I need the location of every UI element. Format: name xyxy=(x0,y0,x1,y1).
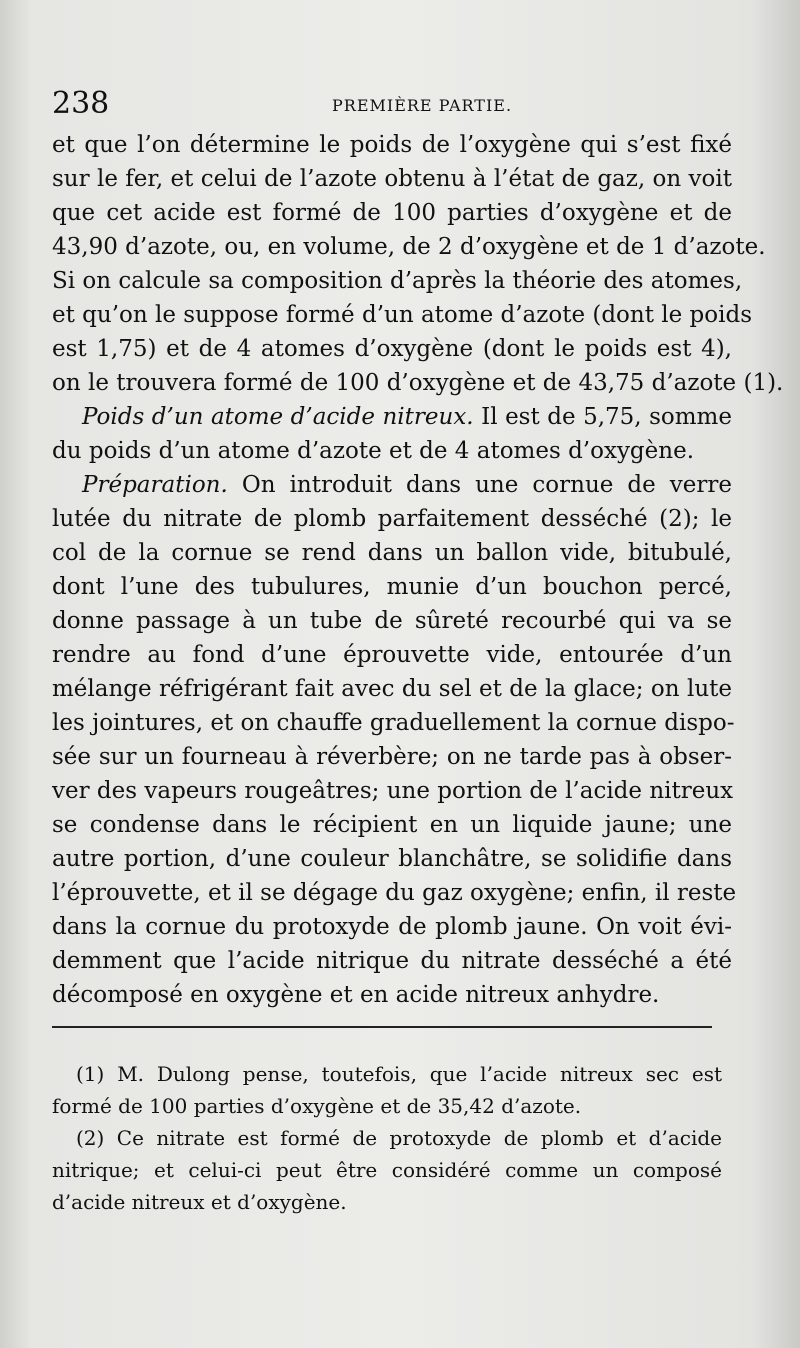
paragraph-preparation xyxy=(52,468,732,502)
text-line: ver des vapeurs rougeâtres; une portion de l’acide nitreux xyxy=(52,778,734,804)
heading-preparation: Préparation. xyxy=(82,472,228,498)
heading-poids: Poids d’un atome d’acide nitreux. xyxy=(82,404,474,430)
footnote-line: (2) Ce nitrate est formé de protoxyde de plomb et d’acide xyxy=(76,1126,722,1150)
footnote-line: d’acide nitreux et d’oxygène. xyxy=(52,1190,347,1214)
text-line: rendre au fond d’une éprouvette vide, entourée d’un xyxy=(52,642,732,668)
text-line: donne passage à un tube de sûreté recourbé qui va se xyxy=(52,608,732,634)
text-fragment: On introduit dans une cornue de verre xyxy=(241,472,733,498)
text-line: et qu’on le suppose formé d’un atome d’azote (dont le poids xyxy=(52,302,753,328)
text-line: décomposé en oxygène et en acide nitreux anhydre. xyxy=(52,982,660,1008)
text-line: du poids d’un atome d’azote et de 4 atomes d’oxygène. xyxy=(52,438,695,464)
running-head: PREMIÈRE PARTIE. xyxy=(332,96,513,115)
text-line: est 1,75) et de 4 atomes d’oxygène (dont le poids est 4), xyxy=(52,336,732,362)
page-header xyxy=(52,88,752,120)
footnotes xyxy=(52,1058,722,1218)
footnote-rule xyxy=(52,1026,712,1028)
text-line: on le trouvera formé de 100 d’oxygène et de 43,75 d’azote (1). xyxy=(52,370,784,396)
text-line: demment que l’acide nitrique du nitrate desséché a été xyxy=(52,948,732,974)
text-line: mélange réfrigérant fait avec du sel et de la glace; on lute xyxy=(52,676,732,702)
text-line: autre portion, d’une couleur blanchâtre, se solidifie dans xyxy=(52,846,732,872)
footnote-line: (1) M. Dulong pense, toutefois, que l’acide nitreux sec est xyxy=(76,1062,722,1086)
paragraph-poids xyxy=(52,400,732,434)
text-line: sur le fer, et celui de l’azote obtenu à l’état de gaz, on voit xyxy=(52,166,732,192)
text-line: col de la cornue se rend dans un ballon vide, bitubulé, xyxy=(52,540,732,566)
text-line: dans la cornue du protoxyde de plomb jaune. On voit évi- xyxy=(52,914,732,940)
footnote-line: formé de 100 parties d’oxygène et de 35,42 d’azote. xyxy=(52,1094,582,1118)
text-line: 43,90 d’azote, ou, en volume, de 2 d’oxygène et de 1 d’azote. xyxy=(52,234,766,260)
text-line: que cet acide est formé de 100 parties d’oxygène et de xyxy=(52,200,732,226)
text-line: les jointures, et on chauffe graduellement la cornue dispo- xyxy=(52,710,735,736)
text-line: sée sur un fourneau à réverbère; on ne tarde pas à obser- xyxy=(52,744,732,770)
text-line: lutée du nitrate de plomb parfaitement desséché (2); le xyxy=(52,506,732,532)
text-line: dont l’une des tubulures, munie d’un bouchon percé, xyxy=(52,574,732,600)
text-line: Si on calcule sa composition d’après la théorie des atomes, xyxy=(52,268,743,294)
text-line: se condense dans le récipient en un liquide jaune; une xyxy=(52,812,732,838)
text-fragment: Il est de 5,75, somme xyxy=(481,404,732,430)
text-line: l’éprouvette, et il se dégage du gaz oxygène; enfin, il reste xyxy=(52,880,737,906)
page-number: 238 xyxy=(52,86,110,121)
footnote-line: nitrique; et celui-ci peut être considéré comme un composé xyxy=(52,1158,722,1182)
text-line: et que l’on détermine le poids de l’oxygène qui s’est fixé xyxy=(52,132,732,158)
body-text xyxy=(52,128,784,1012)
